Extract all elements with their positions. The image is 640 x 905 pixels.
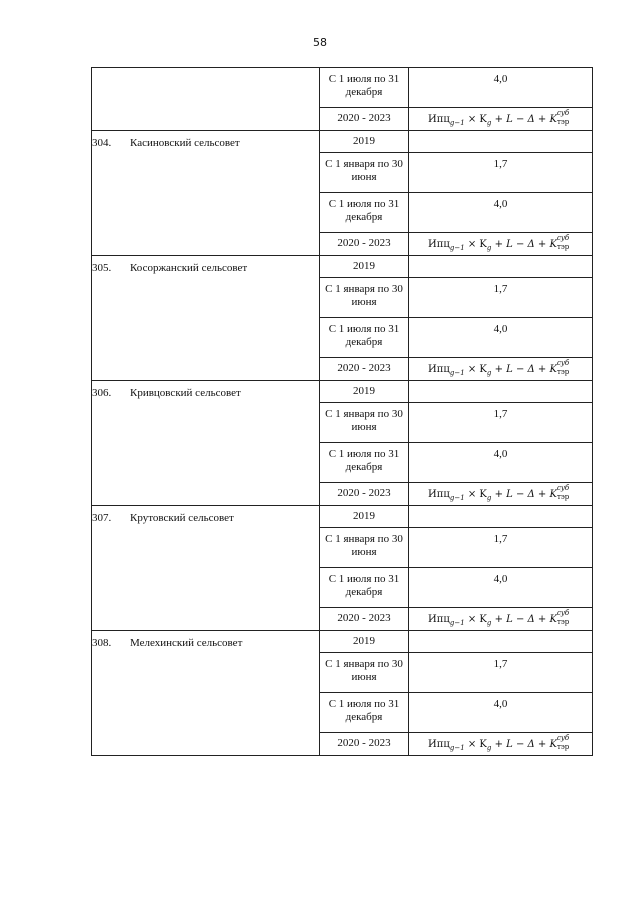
value-cell: 4,0: [409, 568, 593, 608]
table-row: [92, 631, 593, 653]
settlement-cell: [92, 506, 320, 631]
table-row: [92, 131, 593, 153]
value-cell: [409, 733, 593, 756]
period-cell: С 1 июля по 31 декабря: [320, 443, 409, 483]
settlement-name: Косоржанский сельсовет: [130, 262, 248, 274]
value-cell: 4,0: [409, 193, 593, 233]
period-cell: 2019: [320, 631, 409, 653]
value-cell: [409, 108, 593, 131]
period-cell: 2019: [320, 506, 409, 528]
period-cell: С 1 января по 30 июня: [320, 653, 409, 693]
value-cell: [409, 506, 593, 528]
settlement-number: 304.: [92, 137, 112, 149]
settlement-cell: [92, 68, 320, 131]
tariff-formula: $Ипц_{g-1} \times K_g + L - \Delta + K$ суб тэр: [428, 484, 570, 502]
period-cell: С 1 июля по 31 декабря: [320, 693, 409, 733]
tariff-formula: $Ипц_{g-1} \times K_g + L - \Delta + K$ суб тэр: [428, 234, 570, 252]
period-cell: 2019: [320, 256, 409, 278]
settlement-cell: [92, 381, 320, 506]
value-cell: [409, 608, 593, 631]
table-row: [92, 68, 593, 108]
tariff-formula: $Ипц_{g-1} \times K_g + L - \Delta + K$ суб тэр: [428, 609, 570, 627]
value-cell: 1,7: [409, 153, 593, 193]
value-cell: [409, 256, 593, 278]
value-cell: 4,0: [409, 443, 593, 483]
period-cell: 2019: [320, 381, 409, 403]
period-cell: С 1 июля по 31 декабря: [320, 318, 409, 358]
settlement-number: 308.: [92, 637, 112, 649]
settlement-name: Кривцовский сельсовет: [130, 387, 241, 399]
value-cell: [409, 483, 593, 506]
period-cell: 2019: [320, 131, 409, 153]
value-cell: 1,7: [409, 403, 593, 443]
value-cell: [409, 381, 593, 403]
settlement-cell: [92, 256, 320, 381]
table-row: [92, 506, 593, 528]
period-cell: С 1 июля по 31 декабря: [320, 68, 409, 108]
tariff-formula: $Ипц_{g-1} \times K_g + L - \Delta + K$ суб тэр: [428, 734, 570, 752]
settlement-number: 307.: [92, 512, 112, 524]
period-cell: 2020 - 2023: [320, 608, 409, 631]
value-cell: [409, 131, 593, 153]
settlement-name: Мелехинский сельсовет: [130, 637, 243, 649]
page-number: 58: [313, 36, 327, 49]
period-cell: 2020 - 2023: [320, 483, 409, 506]
value-cell: [409, 631, 593, 653]
tariff-formula: $Ипц_{g-1} \times K_g + L - \Delta + K$ суб тэр: [428, 109, 570, 127]
period-cell: С 1 января по 30 июня: [320, 403, 409, 443]
period-cell: С 1 января по 30 июня: [320, 153, 409, 193]
value-cell: 1,7: [409, 278, 593, 318]
period-cell: С 1 июля по 31 декабря: [320, 568, 409, 608]
value-cell: 4,0: [409, 68, 593, 108]
period-cell: 2020 - 2023: [320, 233, 409, 256]
period-cell: С 1 июля по 31 декабря: [320, 193, 409, 233]
value-cell: 4,0: [409, 693, 593, 733]
settlement-number: 305.: [92, 262, 112, 274]
tariff-table: [91, 67, 593, 756]
settlement-name: Крутовский сельсовет: [130, 512, 234, 524]
period-cell: 2020 - 2023: [320, 108, 409, 131]
value-cell: [409, 358, 593, 381]
period-cell: С 1 января по 30 июня: [320, 278, 409, 318]
table-row: [92, 381, 593, 403]
value-cell: [409, 233, 593, 256]
tariff-formula: $Ипц_{g-1} \times K_g + L - \Delta + K$ суб тэр: [428, 359, 570, 377]
settlement-cell: [92, 631, 320, 756]
value-cell: 4,0: [409, 318, 593, 358]
settlement-number: 306.: [92, 387, 112, 399]
value-cell: 1,7: [409, 653, 593, 693]
period-cell: С 1 января по 30 июня: [320, 528, 409, 568]
settlement-cell: [92, 131, 320, 256]
period-cell: 2020 - 2023: [320, 358, 409, 381]
period-cell: 2020 - 2023: [320, 733, 409, 756]
value-cell: 1,7: [409, 528, 593, 568]
table-row: [92, 256, 593, 278]
settlement-name: Касиновский сельсовет: [130, 137, 240, 149]
